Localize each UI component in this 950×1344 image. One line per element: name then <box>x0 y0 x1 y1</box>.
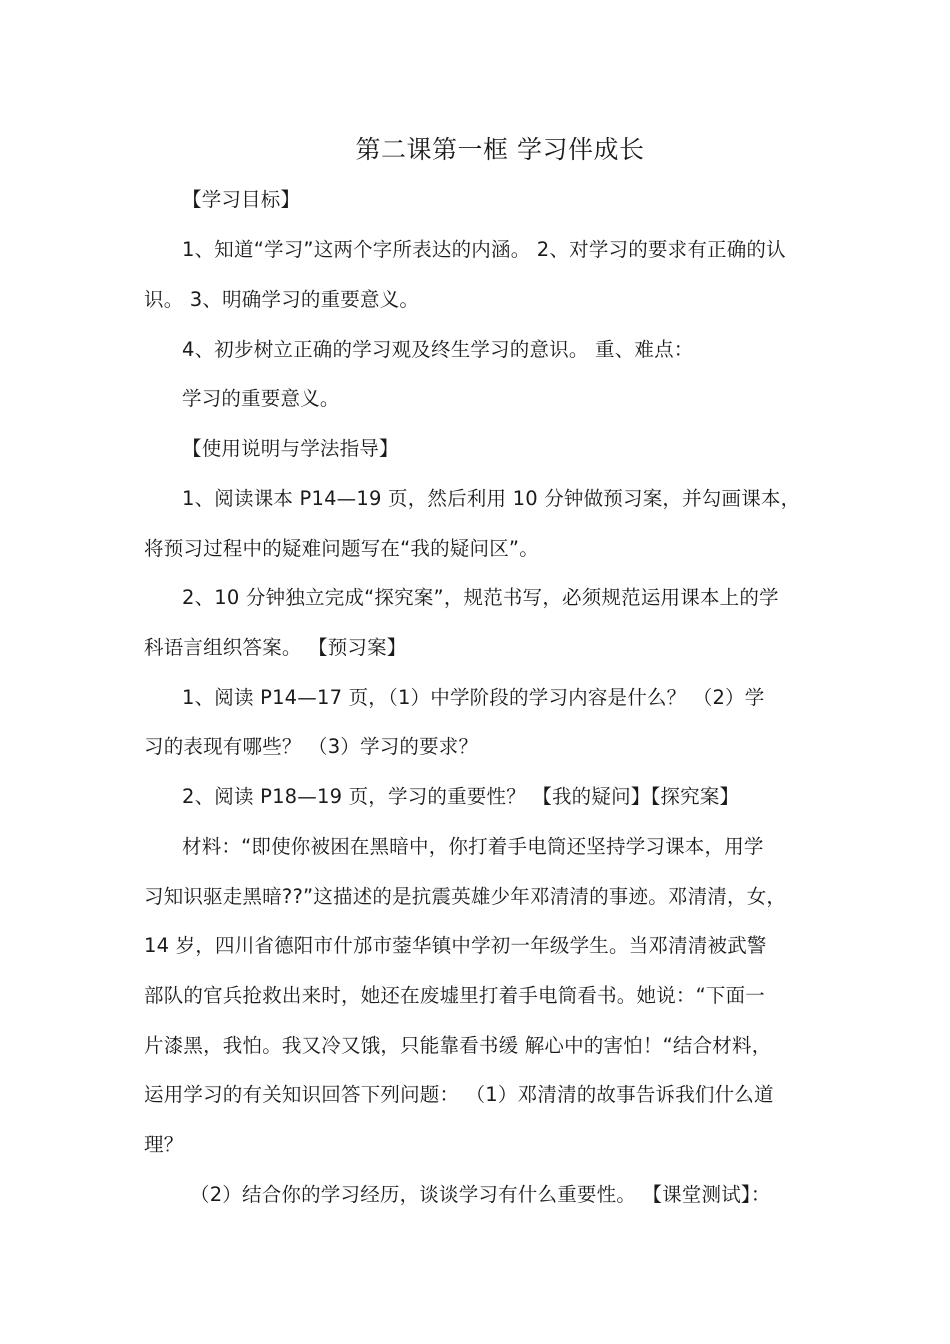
section-heading-instructions: 【使用说明与学法指导】 <box>182 437 399 460</box>
paragraph-line: 片漆黑，我怕。我又冷又饿，只能靠看书缓 解心中的害怕！“结合材料， <box>144 1034 772 1057</box>
paragraph-line: 学习的重要意义。 <box>182 387 340 410</box>
paragraph-line: 习的表现有哪些？ （3）学习的要求？ <box>144 735 479 758</box>
paragraph-line: 理？ <box>144 1133 184 1156</box>
paragraph-line: 运用学习的有关知识回答下列问题： （1）邓清清的故事告诉我们什么道 <box>144 1083 774 1106</box>
paragraph-line: 1、阅读课本 P14—19 页，然后利用 10 分钟做预习案，并勾画课本， <box>182 487 801 510</box>
paragraph-line: 2、10 分钟独立完成“探究案”，规范书写，必须规范运用课本上的学 <box>182 586 779 609</box>
paragraph-line: 1、知道“学习”这两个字所表达的内涵。 2、对学习的要求有正确的认 <box>182 238 786 261</box>
paragraph-line: 习知识驱走黑暗??”这描述的是抗震英雄少年邓清清的事迹。邓清清，女， <box>144 885 787 908</box>
paragraph-line: 科语言组织答案。 【预习案】 <box>144 636 407 659</box>
paragraph-line: 将预习过程中的疑难问题写在“我的疑问区”。 <box>144 537 539 560</box>
document-title: 第二课第一框 学习伴成长 <box>355 135 645 164</box>
paragraph-line: 14 岁，四川省德阳市什邡市蓥华镇中学初一年级学生。当邓清清被武警 <box>144 934 767 957</box>
paragraph-line: 2、阅读 P18—19 页，学习的重要性？ 【我的疑问】【探究案】 <box>182 785 740 808</box>
paragraph-line: （2）结合你的学习经历，谈谈学习有什么重要性。 【课堂测试】： <box>190 1183 771 1206</box>
section-heading-learning-objectives: 【学习目标】 <box>182 188 301 211</box>
paragraph-line: 4、初步树立正确的学习观及终生学习的意识。 重、难点： <box>182 338 694 361</box>
paragraph-line: 材料：“即使你被困在黑暗中，你打着手电筒还坚持学习课本，用学 <box>182 835 764 858</box>
paragraph-line: 识。 3、明确学习的重要意义。 <box>144 288 420 311</box>
paragraph-line: 部队的官兵抢救出来时，她还在废墟里打着手电筒看书。她说：“下面一 <box>144 984 766 1007</box>
paragraph-line: 1、阅读 P14—17 页，（1）中学阶段的学习内容是什么？ （2）学 <box>182 686 765 709</box>
